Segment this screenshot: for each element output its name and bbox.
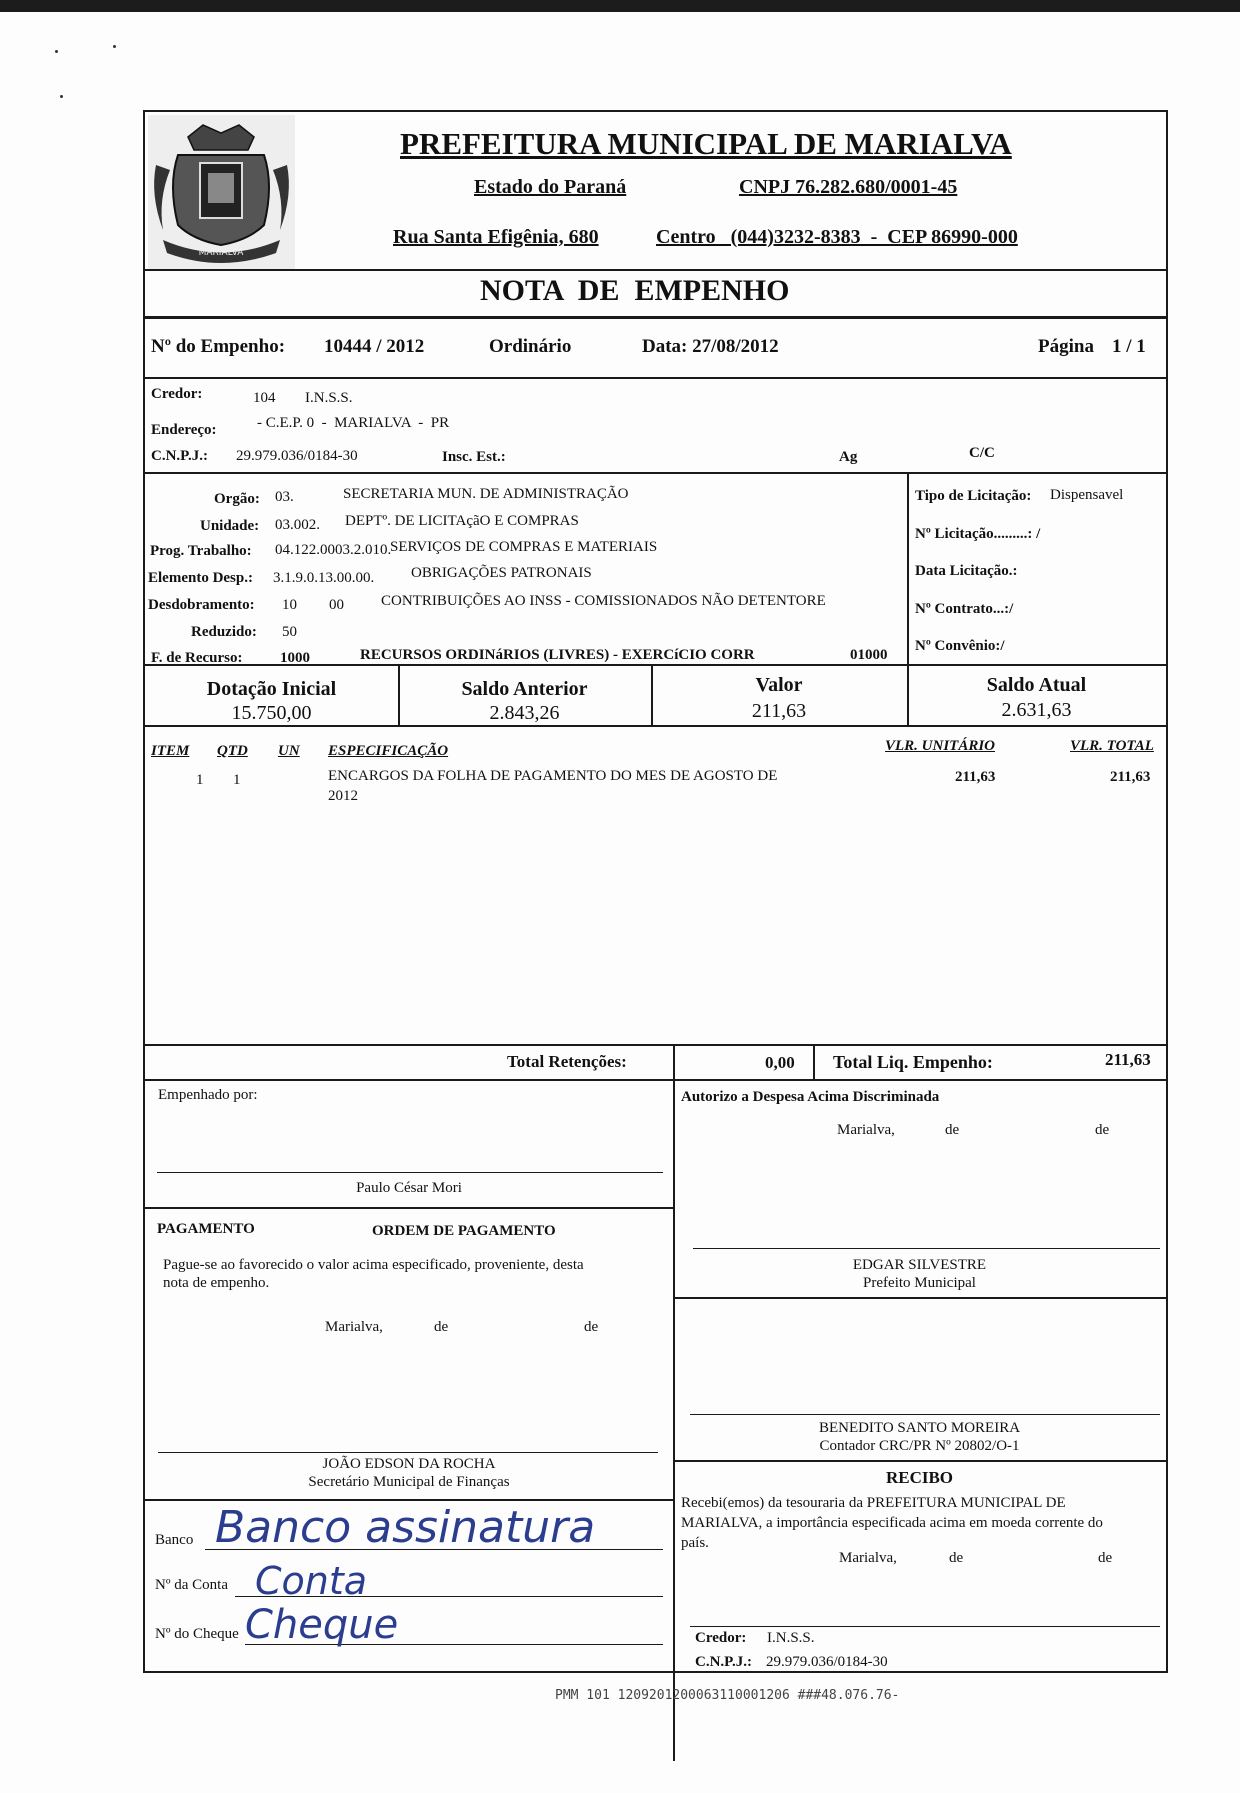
elemento-desp-desc: OBRIGAÇÕES PATRONAIS <box>411 565 592 581</box>
numero-contrato: Nº Contrato...:/ <box>915 601 1014 617</box>
recibo-credor: I.N.S.S. <box>767 1630 815 1646</box>
numero-licitacao: Nº Licitação.........: / <box>915 526 1041 542</box>
elemento-desp-code: 3.1.9.0.13.00.00. <box>273 570 375 586</box>
divider <box>145 664 1166 666</box>
elemento-desp-label: Elemento Desp.: <box>148 570 253 586</box>
prefeito-title: Prefeito Municipal <box>863 1275 976 1291</box>
signature-line <box>690 1626 1160 1627</box>
saldo-anterior-label: Saldo Anterior <box>461 678 588 700</box>
pagamento-de-1: de <box>434 1319 449 1335</box>
banco-label: Banco <box>155 1532 194 1548</box>
divider <box>145 725 1166 727</box>
doc-title: NOTA DE EMPENHO <box>480 274 790 307</box>
recibo-text-3: país. <box>681 1535 709 1551</box>
unidade-desc: DEPTº. DE LICITAçãO E COMPRAS <box>345 513 579 529</box>
empenho-date: Data: 27/08/2012 <box>642 336 779 357</box>
agencia-label: Ag <box>839 449 858 465</box>
table-row <box>145 768 1166 832</box>
empenho-type: Ordinário <box>489 336 572 357</box>
divider <box>813 1044 815 1079</box>
row-vlr-total: 211,63 <box>1110 769 1151 785</box>
numero-convenio: Nº Convênio:/ <box>915 638 1005 654</box>
row-especificacao-1: ENCARGOS DA FOLHA DE PAGAMENTO DO MES DE AGOSTO DE <box>328 768 778 784</box>
divider <box>145 1044 1166 1046</box>
total-liquido-value: 211,63 <box>1105 1050 1151 1069</box>
signature-line <box>693 1248 1160 1249</box>
divider <box>673 1044 675 1761</box>
pagamento-local: Marialva, <box>325 1319 383 1335</box>
divider <box>145 472 1166 474</box>
dotacao-inicial-value: 15.750,00 <box>231 702 312 724</box>
recibo-text-1: Recebi(emos) da tesouraria da PREFEITURA MUNICIPAL DE <box>681 1495 1066 1511</box>
recibo-de-2: de <box>1098 1550 1113 1566</box>
recibo-local: Marialva, <box>839 1550 897 1566</box>
reduzido-value: 50 <box>282 624 297 640</box>
tipo-licitacao: Dispensavel <box>1050 487 1124 503</box>
conta-corrente-label: C/C <box>969 445 995 461</box>
desdobramento-desc: CONTRIBUIÇÕES AO INSS - COMISSIONADOS NÃO DETENTORE <box>381 593 826 609</box>
endereco-value: - C.E.P. 0 - MARIALVA - PR <box>257 415 450 431</box>
empenhado-por-label: Empenhado por: <box>158 1087 258 1103</box>
autorizo-label: Autorizo a Despesa Acima Discriminada <box>681 1089 940 1105</box>
orgao-label: Orgão: <box>214 491 260 507</box>
prog-trabalho-desc: SERVIÇOS DE COMPRAS E MATERIAIS <box>390 539 658 555</box>
orgao-code: 03. <box>275 489 294 505</box>
row-vlr-unitario: 211,63 <box>955 769 996 785</box>
saldo-atual-value: 2.631,63 <box>1001 699 1072 721</box>
recibo-de-1: de <box>949 1550 964 1566</box>
total-liquido-label: Total Liq. Empenho: <box>833 1052 993 1072</box>
valor-label: Valor <box>755 674 803 696</box>
empenho-number: 10444 / 2012 <box>324 336 425 357</box>
page-label: Página <box>1038 336 1094 357</box>
divider <box>907 472 909 664</box>
divider <box>673 1297 1166 1299</box>
recibo-cnpj-label: C.N.P.J.: <box>695 1654 752 1670</box>
signature-line <box>690 1414 1160 1415</box>
row-especificacao-2: 2012 <box>328 788 358 804</box>
un-col-header: UN <box>278 743 300 759</box>
reduzido-label: Reduzido: <box>191 624 257 640</box>
pagamento-text-2: nota de empenho. <box>163 1275 270 1291</box>
desdobramento-label: Desdobramento: <box>148 597 255 613</box>
total-retencoes-label: Total Retenções: <box>507 1052 627 1071</box>
secretario-name: JOÃO EDSON DA ROCHA <box>322 1456 496 1472</box>
dotacao-inicial-label: Dotação Inicial <box>206 678 337 700</box>
endereco-label: Endereço: <box>151 422 217 438</box>
valor-value: 211,63 <box>751 700 807 722</box>
unidade-code: 03.002. <box>275 517 320 533</box>
orgao-desc: SECRETARIA MUN. DE ADMINISTRAÇÃO <box>343 486 629 502</box>
credor-label: Credor: <box>151 386 203 402</box>
pagamento-de-2: de <box>584 1319 599 1335</box>
header-title: PREFEITURA MUNICIPAL DE MARIALVA <box>400 126 1012 161</box>
divider <box>145 1499 673 1501</box>
cheque-handwriting: Cheque <box>245 1602 399 1648</box>
empenhado-por-name: Paulo César Mori <box>356 1180 462 1196</box>
divider <box>145 1079 1166 1081</box>
contador-title: Contador CRC/PR Nº 20802/O-1 <box>819 1438 1020 1454</box>
autorizo-de-2: de <box>1095 1122 1110 1138</box>
empenho-number-label: Nº do Empenho: <box>151 336 286 357</box>
recibo-credor-label: Credor: <box>695 1630 747 1646</box>
total-retencoes-value: 0,00 <box>765 1053 795 1072</box>
credor-name: I.N.S.S. <box>305 390 353 406</box>
insc-est-label: Insc. Est.: <box>442 449 506 465</box>
page-number: 1 / 1 <box>1112 336 1146 357</box>
fonte-recurso-label: F. de Recurso: <box>151 650 243 666</box>
scan-top-edge <box>0 0 1240 12</box>
cheque-label: Nº do Cheque <box>155 1626 239 1642</box>
especificacao-col-header: ESPECIFICAÇÃO <box>328 743 449 759</box>
banco-handwriting: Banco assinatura <box>215 1502 596 1553</box>
conta-label: Nº da Conta <box>155 1577 228 1593</box>
vlr-total-col-header: VLR. TOTAL <box>1070 738 1154 754</box>
conta-handwriting: Conta <box>255 1559 368 1603</box>
row-qtd: 1 <box>233 772 241 788</box>
recibo-cnpj: 29.979.036/0184-30 <box>766 1654 888 1670</box>
divider <box>673 1460 1166 1462</box>
prog-trabalho-code: 04.122.0003.2.010. <box>275 542 392 558</box>
unidade-label: Unidade: <box>200 518 260 534</box>
scan-speck <box>60 95 63 98</box>
secretario-title: Secretário Municipal de Finanças <box>308 1474 510 1490</box>
contador-name: BENEDITO SANTO MOREIRA <box>818 1420 1021 1436</box>
credor-cnpj: 29.979.036/0184-30 <box>236 448 358 464</box>
data-licitacao: Data Licitação.: <box>915 563 1018 579</box>
saldo-anterior-value: 2.843,26 <box>489 702 560 724</box>
item-col-header: ITEM <box>151 743 190 759</box>
pagamento-text-1: Pague-se ao favorecido o valor acima especificado, proveniente, desta <box>163 1257 584 1273</box>
header-cnpj: CNPJ 76.282.680/0001-45 <box>739 176 958 198</box>
footer-code: PMM 101 1209201200063110001206 ###48.076.76- <box>555 1688 900 1703</box>
ordem-pagamento-label: ORDEM DE PAGAMENTO <box>372 1223 556 1239</box>
divider <box>145 1207 673 1209</box>
cnpj-label: C.N.P.J.: <box>151 448 208 464</box>
qtd-col-header: QTD <box>217 743 248 759</box>
tipo-licitacao-label: Tipo de Licitação: <box>915 488 1032 504</box>
recibo-text-2: MARIALVA, a importância especificada acima em moeda corrente do <box>681 1515 1103 1531</box>
nota-de-empenho-form <box>143 110 1168 1673</box>
desdobramento-b: 00 <box>329 597 344 613</box>
autorizo-local: Marialva, <box>837 1122 895 1138</box>
recibo-title: RECIBO <box>885 1468 954 1487</box>
header-address: Rua Santa Efigênia, 680 <box>393 226 599 248</box>
prefeito-name: EDGAR SILVESTRE <box>852 1257 987 1273</box>
signature-line <box>158 1452 658 1453</box>
fonte-recurso-code2: 01000 <box>850 647 888 663</box>
credor-code: 104 <box>253 390 276 406</box>
coat-of-arms-icon <box>148 115 295 270</box>
divider <box>145 316 1166 319</box>
fonte-recurso-code: 1000 <box>280 650 310 666</box>
desdobramento-a: 10 <box>282 597 297 613</box>
vlr-unitario-col-header: VLR. UNITÁRIO <box>885 738 996 754</box>
prog-trabalho-label: Prog. Trabalho: <box>150 543 252 559</box>
divider <box>145 269 1166 271</box>
divider <box>145 377 1166 379</box>
svg-text:MARIALVA: MARIALVA <box>198 248 244 258</box>
pagamento-label: PAGAMENTO <box>157 1221 255 1237</box>
header-state: Estado do Paraná <box>474 176 627 198</box>
fonte-recurso-desc: RECURSOS ORDINáRIOS (LIVRES) - EXERCíCIO CORR <box>360 647 755 663</box>
signature-line <box>157 1172 663 1173</box>
autorizo-de-1: de <box>945 1122 960 1138</box>
scan-speck <box>55 50 58 53</box>
saldo-atual-label: Saldo Atual <box>986 674 1087 696</box>
row-item: 1 <box>196 772 204 788</box>
header-contact: Centro (044)3232-8383 - CEP 86990-000 <box>656 226 1018 248</box>
scan-speck <box>113 45 116 48</box>
